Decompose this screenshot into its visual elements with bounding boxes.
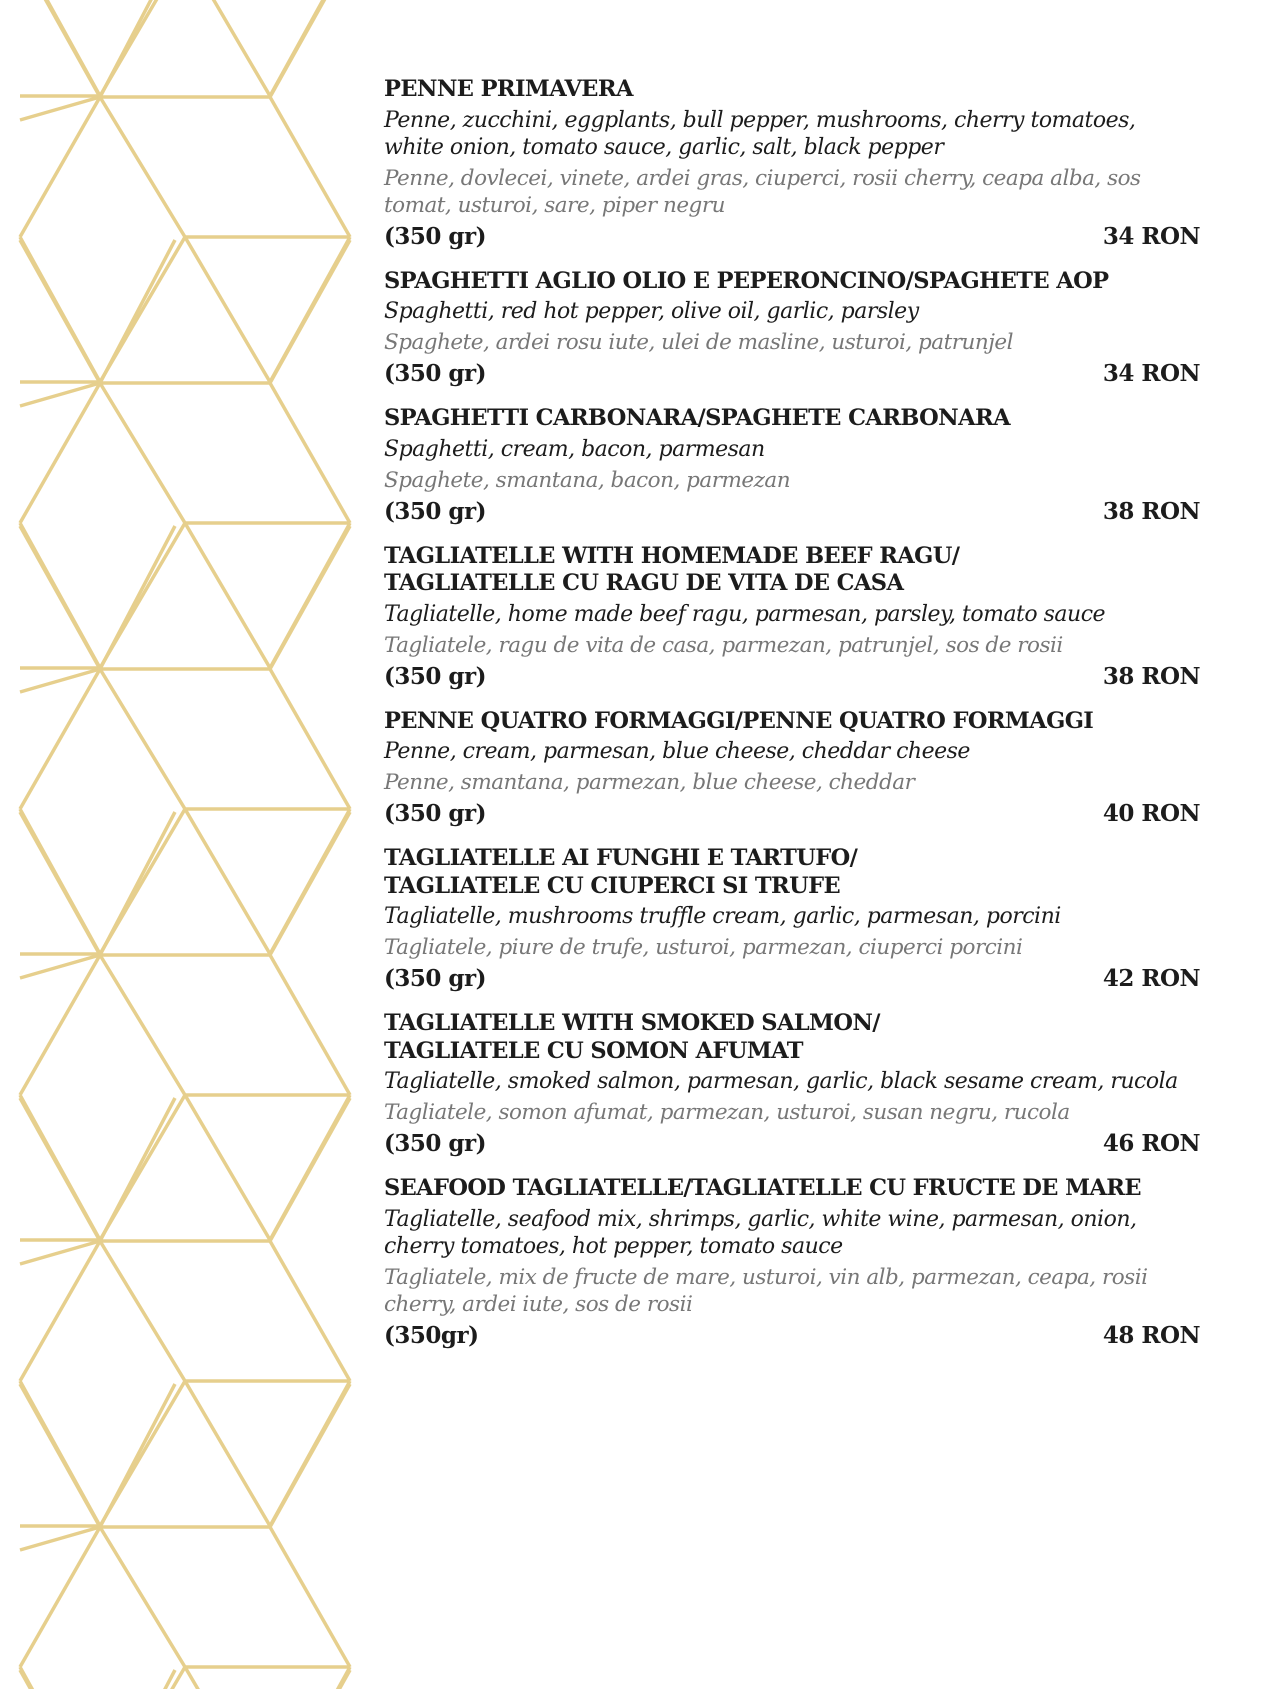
menu-item-footer [384, 798, 1200, 830]
menu-item-price: 34 RON [1102, 360, 1200, 387]
menu-item-description-ro: Tagliatele, mix de fructe de mare, usturoi, vin alb, parmezan, ceapa, rosii cherry, ardei iute, sos de rosii [384, 1264, 1148, 1317]
pattern-line [185, 237, 270, 382]
pattern-line [185, 1381, 270, 1526]
pattern-line [270, 1098, 350, 1241]
menu-item-price: 46 RON [1102, 1130, 1200, 1157]
pasta-menu [384, 76, 1200, 1367]
decorative-hexagon-pattern [0, 0, 360, 1689]
menu-item-weight: (350 gr) [384, 497, 486, 525]
menu-item-description-ro: Spaghete, ardei rosu iute, ulei de masline, usturoi, patrunjel [384, 330, 1013, 355]
pattern-line [185, 523, 270, 668]
menu-item-name [384, 543, 1200, 598]
menu-item [384, 543, 1200, 693]
menu-item [384, 1175, 1200, 1352]
pattern-line [100, 1527, 185, 1667]
menu-item-description-en: Tagliatelle, seafood mix, shrimps, garlic, white wine, parmesan, onion, cherry tomatoes, hot pepper, tomato sauce [384, 1206, 1137, 1259]
menu-item-name [384, 76, 1200, 104]
menu-item-description-ro: Tagliatele, piure de trufe, usturoi, parmezan, ciuperci porcini [384, 935, 1023, 960]
pattern-line [20, 0, 100, 96]
menu-item-price: 34 RON [1102, 222, 1200, 250]
pattern-line [270, 97, 350, 237]
pattern-line [270, 526, 350, 669]
menu-item-weight: (350 gr) [384, 1130, 486, 1157]
menu-item [384, 405, 1200, 528]
pattern-line [20, 1098, 100, 1241]
menu-item-weight: (350 gr) [384, 662, 486, 690]
pattern-line [20, 812, 100, 955]
pattern-line [270, 669, 350, 809]
pattern-line [20, 1384, 100, 1527]
pattern-line [270, 1384, 350, 1527]
menu-item-name [384, 845, 1200, 900]
menu-item-description-en: Tagliatelle, home made beef ragu, parmesan, parsley, tomato sauce [384, 601, 1106, 627]
menu-item-name-line: SPAGHETTI CARBONARA/SPAGHETE CARBONARA [384, 405, 1010, 431]
menu-item-weight: (350 gr) [384, 222, 486, 250]
menu-item-footer [384, 963, 1200, 995]
menu-item-description-en: Penne, zucchini, eggplants, bull pepper, mushrooms, cherry tomatoes, white onion, tomato sauce, garlic, salt, black pepper [384, 107, 1136, 160]
pattern-line [270, 240, 350, 383]
menu-item-footer [384, 1320, 1200, 1352]
pattern-line [100, 1241, 185, 1381]
menu-item-name [384, 1175, 1200, 1203]
menu-item-description-en: Spaghetti, red hot pepper, olive oil, garlic, parsley [384, 299, 919, 324]
menu-item-name-line: TAGLIATELLE AI FUNGHI E TARTUFO/ [384, 845, 858, 871]
menu-item-price: 48 RON [1102, 1321, 1200, 1349]
menu-item-footer [384, 661, 1200, 693]
menu-item-description-en: Spaghetti, cream, bacon, parmesan [384, 436, 765, 462]
menu-item-name-line: PENNE PRIMAVERA [384, 76, 633, 102]
menu-item-name [384, 268, 1200, 296]
menu-item [384, 845, 1200, 995]
menu-item-footer [384, 496, 1200, 528]
menu-item-description-ro: Spaghete, smantana, bacon, parmezan [384, 467, 791, 493]
menu-item-description-en: Penne, cream, parmesan, blue cheese, cheddar cheese [384, 739, 970, 764]
pattern-line [270, 812, 350, 955]
menu-item-name [384, 1010, 1200, 1065]
menu-item-description-ro: Tagliatele, somon afumat, parmezan, usturoi, susan negru, rucola [384, 1100, 1070, 1125]
menu-item-description-en: Tagliatelle, mushrooms truffle cream, garlic, parmesan, porcini [384, 904, 1061, 929]
pattern-line [270, 383, 350, 523]
pattern-line [100, 240, 175, 383]
menu-item-name-line: SPAGHETTI AGLIO OLIO E PEPERONCINO/SPAGHETE AOP [384, 267, 1109, 294]
menu-item-description-ro: Penne, dovlecei, vinete, ardei gras, ciuperci, rosii cherry, ceapa alba, sos tomat, usturoi, sare, piper negru [384, 165, 1141, 218]
menu-item-name-line: SEAFOOD TAGLIATELLE/TAGLIATELLE CU FRUCTE DE MARE [384, 1175, 1141, 1201]
pattern-line [100, 1098, 175, 1241]
pattern-line [185, 809, 270, 954]
pattern-line [270, 1667, 350, 1689]
menu-item-price: 38 RON [1102, 662, 1200, 690]
pattern-line [185, 0, 270, 96]
pattern-line [20, 240, 100, 383]
pattern-line [270, 0, 350, 96]
menu-item-name-line: TAGLIATELLE CU RAGU DE VITA DE CASA [384, 570, 904, 596]
menu-item-price: 40 RON [1102, 800, 1200, 827]
menu-item-weight: (350 gr) [384, 965, 486, 992]
pattern-line [185, 1095, 270, 1240]
pattern-line [100, 955, 185, 1095]
menu-item-footer [384, 221, 1200, 253]
pattern-line [100, 812, 175, 955]
pattern-line [270, 0, 350, 97]
menu-item-name-line: TAGLIATELE CU CIUPERCI SI TRUFE [384, 872, 841, 899]
menu-item-weight: (350gr) [384, 1321, 479, 1349]
pattern-line [100, 97, 185, 237]
menu-item [384, 76, 1200, 253]
menu-item-footer [384, 1128, 1200, 1160]
menu-item-name [384, 708, 1200, 736]
pattern-line [185, 1667, 270, 1689]
pattern-line [270, 1241, 350, 1381]
menu-item-description-ro: Tagliatele, ragu de vita de casa, parmezan, patrunjel, sos de rosii [384, 632, 1063, 658]
menu-item [384, 708, 1200, 831]
menu-item-price: 38 RON [1102, 497, 1200, 525]
menu-item [384, 268, 1200, 391]
menu-item-name-line: PENNE QUATRO FORMAGGI/PENNE QUATRO FORMAGGI [384, 707, 1094, 734]
pattern-line [100, 1384, 175, 1527]
menu-item-footer [384, 358, 1200, 390]
pattern-line [270, 1527, 350, 1667]
pattern-line [100, 383, 185, 523]
pattern-line [100, 0, 175, 97]
menu-item-price: 42 RON [1102, 965, 1200, 992]
pattern-line [20, 526, 100, 669]
menu-item-name [384, 405, 1200, 433]
pattern-line [20, 1667, 100, 1689]
pattern-line [100, 526, 175, 669]
pattern-line [100, 669, 185, 809]
menu-item-weight: (350 gr) [384, 800, 486, 827]
menu-item-description-ro: Penne, smantana, parmezan, blue cheese, cheddar [384, 770, 915, 795]
menu-item-name-line: TAGLIATELE CU SOMON AFUMAT [384, 1037, 803, 1064]
menu-item-name-line: TAGLIATELLE WITH HOMEMADE BEEF RAGU/ [384, 542, 960, 569]
menu-item-name-line: TAGLIATELLE WITH SMOKED SALMON/ [384, 1010, 880, 1036]
pattern-line [270, 955, 350, 1095]
menu-item-weight: (350 gr) [384, 360, 486, 387]
pattern-line [100, 1670, 175, 1689]
menu-item-description-en: Tagliatelle, smoked salmon, parmesan, garlic, black sesame cream, rucola [384, 1069, 1178, 1094]
pattern-line [20, 0, 100, 97]
menu-item [384, 1010, 1200, 1160]
